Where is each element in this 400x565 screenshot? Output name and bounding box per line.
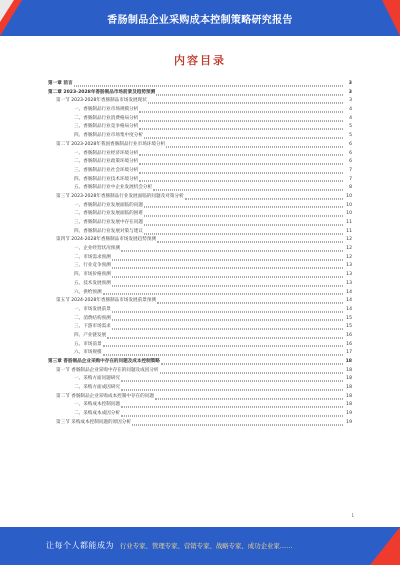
toc-entry-title: 六、供给预测 [74, 289, 102, 295]
table-of-contents [48, 80, 352, 428]
report-title: 香肠制品企业采购成本控制策略研究报告 [107, 15, 293, 26]
toc-entry-title: 六、市场规模 [74, 350, 102, 356]
toc-entry-page: 19 [346, 419, 352, 425]
toc-leader-dots [121, 381, 343, 382]
toc-entry[interactable] [48, 132, 352, 141]
toc-entry-page: 16 [346, 341, 352, 347]
toc-entry-page: 5 [349, 124, 352, 130]
toc-entry-page: 11 [346, 228, 352, 234]
toc-entry-page: 15 [346, 315, 352, 321]
toc-leader-dots [121, 250, 343, 251]
toc-entry-title: 五、香肠制品行业中企业发展机会分析 [74, 185, 153, 191]
toc-entry-page: 3 [348, 89, 352, 95]
toc-entry-title: 二、香肠制品行业消费格局分析 [74, 115, 139, 121]
toc-entry-page: 18 [346, 393, 352, 399]
page-header [0, 0, 400, 36]
toc-entry-page: 18 [346, 402, 352, 408]
toc-entry[interactable] [48, 384, 352, 393]
toc-entry[interactable] [48, 341, 352, 350]
toc-leader-dots [148, 103, 343, 104]
toc-leader-dots [144, 224, 343, 225]
toc-entry-page: 5 [349, 133, 352, 139]
toc-leader-dots [139, 164, 343, 165]
toc-entry-title: 第二章 2023-2028年香肠制品市场前景及趋势预测 [48, 89, 156, 95]
toc-entry-title: 二、消费结构预测 [74, 315, 111, 321]
toc-entry-title: 三、下游市场需求 [74, 324, 111, 330]
toc-entry-page: 13 [346, 280, 352, 286]
toc-entry-page: 18 [346, 367, 352, 373]
toc-entry-title: 三、行业竞争预测 [74, 263, 111, 269]
toc-leader-dots [112, 285, 343, 286]
toc-entry-title: 四、香肠制品行业技术环境分析 [74, 176, 139, 182]
toc-entry[interactable] [48, 184, 352, 193]
toc-entry[interactable] [48, 332, 352, 341]
toc-leader-dots [139, 129, 343, 130]
toc-entry[interactable] [48, 150, 352, 159]
toc-entry-page: 14 [346, 289, 352, 295]
toc-entry-title: 一、采购方面问题研究 [74, 376, 120, 382]
toc-entry-title: 二、香肠制品行业政策环境分析 [74, 159, 139, 165]
toc-entry-title: 四、香肠制品行业市场集中度分析 [74, 133, 143, 139]
toc-entry-title: 一、香肠制品行业市场规模分析 [74, 107, 139, 113]
footer-red-corner [370, 527, 400, 565]
toc-entry[interactable] [48, 210, 352, 219]
toc-entry-page: 6 [349, 150, 352, 156]
toc-entry[interactable] [48, 393, 352, 402]
toc-leader-dots [139, 120, 343, 121]
toc-leader-dots [161, 363, 343, 364]
toc-entry-title: 第四节 2024-2028年香肠制品市场发展趋势预测 [56, 237, 157, 243]
toc-entry-page: 11 [346, 220, 352, 225]
toc-entry-page: 12 [346, 237, 352, 243]
toc-leader-dots [144, 216, 343, 217]
toc-leader-dots [103, 346, 343, 347]
toc-entry-title: 一、香肠制品行业经济环境分析 [74, 150, 139, 156]
toc-entry[interactable] [48, 123, 352, 132]
toc-heading: 内容目录 [174, 54, 226, 67]
toc-leader-dots [103, 355, 343, 356]
toc-leader-dots [166, 146, 343, 147]
toc-entry[interactable] [48, 202, 352, 211]
toc-entry-page: 14 [346, 298, 352, 304]
toc-entry[interactable] [48, 141, 352, 150]
toc-leader-dots [139, 181, 343, 182]
toc-leader-dots [112, 320, 343, 321]
toc-entry-title: 二、采购方面成因研究 [74, 385, 120, 391]
toc-leader-dots [139, 155, 343, 156]
toc-leader-dots [144, 233, 343, 234]
toc-entry-page: 18 [346, 385, 352, 391]
toc-leader-dots [185, 198, 343, 199]
toc-entry-title: 第三节 2023-2028年香肠制品行业发展面临的问题及对策分析 [56, 193, 184, 199]
toc-entry-page: 4 [349, 107, 352, 113]
toc-leader-dots [121, 389, 343, 390]
toc-entry[interactable] [48, 106, 352, 115]
toc-entry[interactable] [48, 89, 352, 98]
toc-leader-dots [139, 172, 343, 173]
toc-entry[interactable] [48, 254, 352, 263]
toc-entry-page: 3 [348, 81, 352, 86]
toc-entry[interactable] [48, 193, 352, 202]
toc-leader-dots [112, 268, 343, 269]
toc-entry-page: 17 [346, 350, 352, 356]
toc-entry[interactable] [48, 315, 352, 324]
toc-entry-title: 四、香肠制品行业发展对策与建议 [74, 228, 143, 234]
toc-entry[interactable] [48, 219, 352, 228]
toc-entry-page: 19 [346, 411, 352, 417]
toc-entry-page: 12 [346, 246, 352, 252]
toc-leader-dots [155, 398, 343, 399]
toc-entry-page: 6 [349, 159, 352, 165]
toc-entry-page: 18 [346, 376, 352, 382]
toc-entry-title: 五、技术发展预测 [74, 280, 111, 286]
toc-entry-page: 6 [349, 141, 352, 147]
toc-entry[interactable] [48, 349, 352, 358]
toc-entry-title: 第一节 香肠制品企业采购中存在的问题及成因分析 [56, 367, 159, 373]
toc-entry[interactable] [48, 262, 352, 271]
toc-entry-page: 13 [346, 272, 352, 278]
toc-leader-dots [144, 137, 343, 138]
page-footer [0, 527, 400, 565]
toc-entry-title: 一、企业经营状况预测 [74, 246, 120, 252]
toc-entry-title: 一、采购成本控制问题 [74, 402, 120, 408]
toc-entry-page: 10 [346, 211, 352, 217]
toc-entry[interactable] [48, 323, 352, 332]
toc-leader-dots [160, 372, 343, 373]
toc-entry-title: 第三章 香肠制品企业采购中存在的问题及成本控制策略 [48, 359, 160, 364]
toc-entry-title: 第三节 采购成本控制问题的原因分析 [56, 419, 131, 425]
toc-entry[interactable] [48, 245, 352, 254]
header-red-corner-right [382, 0, 400, 36]
toc-leader-dots [157, 303, 343, 304]
toc-entry[interactable] [48, 289, 352, 298]
toc-entry-title: 四、市场价格预测 [74, 272, 111, 278]
toc-entry-title: 二、市场需求预测 [74, 254, 111, 260]
toc-entry-page: 10 [346, 202, 352, 208]
toc-entry[interactable] [48, 271, 352, 280]
toc-entry[interactable] [48, 176, 352, 185]
toc-entry[interactable] [48, 297, 352, 306]
toc-leader-dots [107, 337, 343, 338]
toc-entry-page: 13 [346, 263, 352, 269]
toc-entry-page: 14 [346, 306, 352, 312]
toc-entry[interactable] [48, 158, 352, 167]
toc-entry[interactable] [48, 358, 352, 367]
toc-entry-title: 一、香肠制品行业发展面临的问题 [74, 202, 143, 208]
toc-leader-dots [112, 311, 343, 312]
toc-entry[interactable] [48, 97, 352, 106]
toc-leader-dots [112, 276, 343, 277]
toc-leader-dots [144, 207, 343, 208]
toc-entry-page: 7 [349, 167, 352, 173]
toc-entry[interactable] [48, 401, 352, 410]
footer-tagline: 行业专家、管理专家、营销专家、战略专家、成功企业家…… [120, 542, 293, 550]
toc-entry[interactable] [48, 367, 352, 376]
toc-entry-title: 五、市场前景 [74, 341, 102, 347]
toc-entry-title: 一、市场发展前景 [74, 306, 111, 312]
toc-entry-title: 第一节 2023-2028年香肠制品市场发展现状 [56, 98, 147, 104]
toc-entry[interactable] [48, 80, 352, 89]
toc-entry-page: 12 [346, 254, 352, 260]
toc-leader-dots [157, 242, 343, 243]
toc-entry-page: 10 [346, 193, 352, 199]
toc-entry-title: 第二节 香肠制品企业采购成本控制中存在的问题 [56, 393, 154, 399]
toc-leader-dots [103, 294, 343, 295]
toc-entry[interactable] [48, 115, 352, 124]
toc-entry-title: 二、香肠制品行业发展面临的困难 [74, 211, 143, 217]
toc-entry-page: 3 [349, 98, 352, 104]
toc-entry-title: 三、香肠制品行业社会环境分析 [74, 167, 139, 173]
toc-entry-title: 第一章 前言 [48, 81, 73, 86]
toc-leader-dots [153, 190, 343, 191]
toc-entry-title: 三、香肠制品行业发展中存在问题 [74, 220, 143, 225]
toc-entry-page: 15 [346, 324, 352, 330]
toc-entry[interactable] [48, 410, 352, 419]
toc-entry-page: 8 [349, 185, 352, 191]
toc-leader-dots [121, 407, 343, 408]
toc-entry-title: 四、产业链发展 [74, 332, 107, 338]
toc-entry-title: 第五节 2024-2028年香肠制品市场发展前景预测 [56, 298, 157, 304]
toc-leader-dots [121, 415, 343, 416]
toc-leader-dots [74, 85, 343, 86]
toc-leader-dots [112, 259, 343, 260]
toc-entry-title: 第二节 2023-2028年我国香肠制品行业市场环境分析 [56, 141, 166, 147]
toc-leader-dots [112, 329, 343, 330]
toc-entry[interactable] [48, 375, 352, 384]
toc-entry-page: 7 [349, 176, 352, 182]
toc-entry[interactable] [48, 306, 352, 315]
toc-entry[interactable] [48, 167, 352, 176]
toc-leader-dots [156, 94, 343, 95]
toc-entry-page: 16 [346, 332, 352, 338]
toc-entry[interactable] [48, 280, 352, 289]
toc-entry[interactable] [48, 228, 352, 237]
toc-entry-title: 三、香肠制品行业竞争格局分析 [74, 124, 139, 130]
toc-leader-dots [132, 424, 343, 425]
toc-entry-title: 二、采购成本成因分析 [74, 411, 120, 417]
toc-entry[interactable] [48, 236, 352, 245]
toc-leader-dots [139, 111, 343, 112]
toc-entry-page: 18 [345, 359, 352, 364]
toc-entry[interactable] [48, 419, 352, 428]
toc-entry-page: 4 [349, 115, 352, 121]
footer-slogan: 让每个人都能成为 [46, 541, 114, 550]
page-number: 1 [351, 513, 354, 518]
